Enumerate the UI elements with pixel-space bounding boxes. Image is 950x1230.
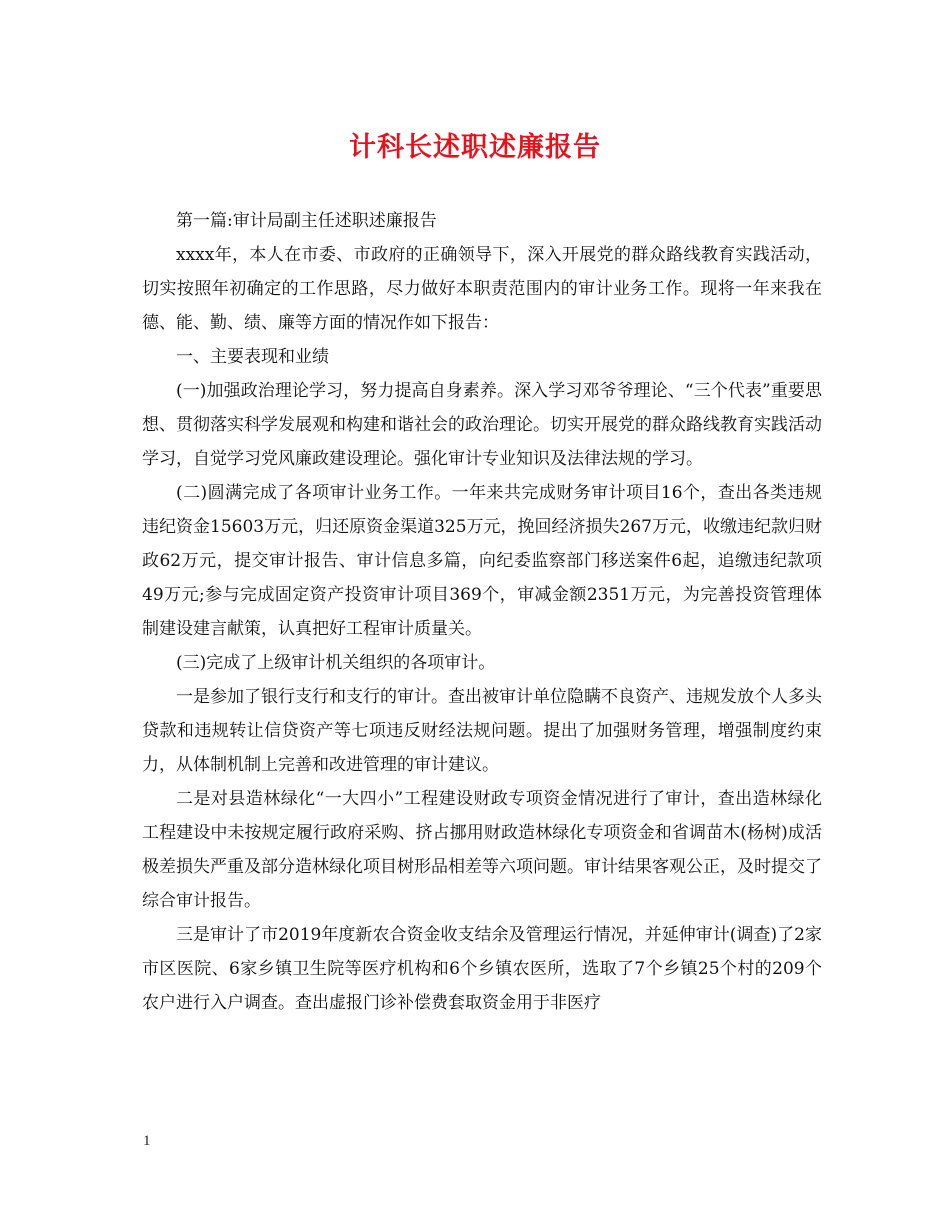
paragraph: 三是审计了市2019年度新农合资金收支结余及管理运行情况，并延伸审计(调查)了2家市区医院、6家乡镇卫生院等医疗机构和6个乡镇农医所，选取了7个乡镇25个村的209个农户进行入户调查。查出虚报门诊补偿费套取资金用于非医疗 xyxy=(142,925,822,1013)
section-heading: (三)完成了上级审计机关组织的各项审计。 xyxy=(176,653,496,673)
document-title: 计科长述职述廉报告 xyxy=(349,132,601,163)
paragraph: 一是参加了银行支行和支行的审计。查出被审计单位隐瞒不良资产、违规发放个人多头贷款和违规转让信贷资产等七项违反财经法规问题。提出了加强财务管理，增强制度约束力，从体制机制上完善和改进管理的审计建议。 xyxy=(142,687,822,775)
page-number: 1 xyxy=(143,1133,151,1149)
paragraph: 二是对县造林绿化“一大四小”工程建设财政专项资金情况进行了审计，查出造林绿化工程建设中未按规定履行政府采购、挤占挪用财政造林绿化专项资金和省调苗木(杨树)成活极差损失严重及部分造林绿化项目树形品相差等六项问题。审计结果客观公正，及时提交了综合审计报告。 xyxy=(142,789,822,911)
paragraph: (一)加强政治理论学习，努力提高自身素养。深入学习邓爷爷理论、“三个代表”重要思想、贯彻落实科学发展观和构建和谐社会的政治理论。切实开展党的群众路线教育实践活动学习，自觉学习党风廉政建设理论。强化审计专业知识及法律法规的学习。 xyxy=(142,381,822,469)
section-heading: 一、主要表现和业绩 xyxy=(176,347,329,367)
paragraph: xxxx年，本人在市委、市政府的正确领导下，深入开展党的群众路线教育实践活动，切实按照年初确定的工作思路，尽力做好本职责范围内的审计业务工作。现将一年来我在德、能、勤、绩、廉等方面的情况作如下报告： xyxy=(142,245,822,333)
paragraph: (二)圆满完成了各项审计业务工作。一年来共完成财务审计项目16个，查出各类违规违纪资金15603万元，归还原资金渠道325万元，挽回经济损失267万元，收缴违纪款归财政62万元，提交审计报告、审计信息多篇，向纪委监察部门移送案件6起，追缴违纪款项49万元;参与完成固定资产投资审计项目369个，审减金额2351万元，为完善投资管理体制建设建言献策，认真把好工程审计质量关。 xyxy=(142,483,822,639)
section-heading: 第一篇:审计局副主任述职述廉报告 xyxy=(176,211,437,231)
document-body xyxy=(142,204,822,1020)
